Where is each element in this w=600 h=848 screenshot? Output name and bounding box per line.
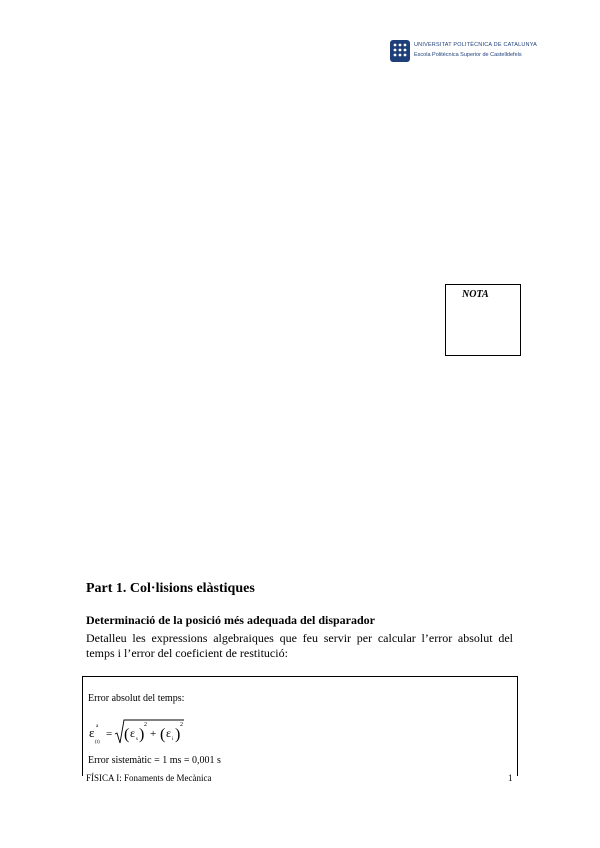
time-error-formula <box>88 715 208 749</box>
formula-term1-sub: s <box>136 737 138 742</box>
answer-label: Error absolut del temps: <box>88 693 185 704</box>
svg-text:): ) <box>139 726 145 743</box>
answer-box <box>82 676 518 776</box>
page-number: 1 <box>508 773 513 783</box>
logo-university-name: UNIVERSITAT POLITÈCNICA DE CATALUNYA <box>414 42 538 48</box>
formula-lhs-sub: (t) <box>95 740 100 745</box>
systematic-error-text: Error sistemàtic = 1 ms = 0,001 s <box>88 755 221 766</box>
university-logo <box>390 40 538 66</box>
formula-term2-sub: i <box>172 737 174 742</box>
formula-term1: ε <box>130 726 136 740</box>
grade-label: NOTA <box>462 289 489 300</box>
logo-school-name: Escola Politècnica Superior de Castelldefels <box>414 52 522 58</box>
svg-text:(: ( <box>160 726 166 743</box>
instructions-text: Detalleu les expressions algebraiques que feu servir per calcular l’error absolut del temps i l’error del coeficient de restitució: <box>86 631 513 660</box>
upc-logo-icon <box>390 40 410 62</box>
svg-text:(: ( <box>124 726 130 743</box>
svg-text:): ) <box>175 726 181 743</box>
formula-lhs-symbol: ε <box>89 725 95 740</box>
formula-exponent-2: 2 <box>180 722 183 728</box>
formula-equals: = <box>106 728 113 740</box>
grade-box <box>445 284 521 356</box>
formula-plus: + <box>150 728 157 740</box>
section-title: Determinació de la posició més adequada del disparador <box>86 613 376 627</box>
formula-term2: ε <box>166 726 172 740</box>
part-title: Part 1. Col·lisions elàstiques <box>86 581 255 596</box>
formula-exponent-1: 2 <box>144 722 147 728</box>
formula-lhs-sup: a <box>96 724 99 729</box>
footer-course-title: FÍSICA I: Fonaments de Mecànica <box>86 773 212 783</box>
